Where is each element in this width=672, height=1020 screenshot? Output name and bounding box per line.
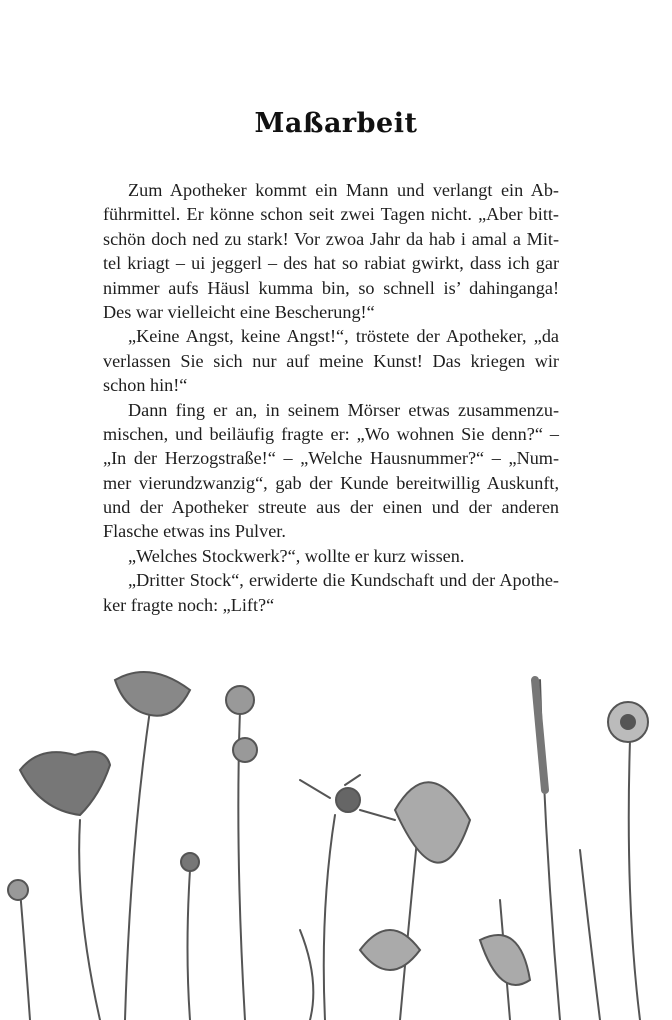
text-line: nimmer aufs Häusl kumma bin, so schnell is’ dahinganga! — [103, 277, 559, 298]
wildflower-illustration — [0, 650, 672, 1020]
page-title: Maßarbeit — [254, 108, 418, 139]
story-text — [103, 178, 559, 617]
text-line: und der Apotheker streute aus der einen und der anderen — [103, 497, 559, 518]
text-line: Dann fing er an, in seinem Mörser etwas zusammenzu- — [128, 399, 559, 420]
text-line: führmittel. Er könne schon seit zwei Tagen nicht. „Aber bitt- — [103, 204, 559, 225]
text-line: „In der Herzogstraße!“ – „Welche Hausnummer?“ – „Num- — [103, 448, 559, 469]
text-line: „Keine Angst, keine Angst!“, tröstete der Apotheker, „da — [128, 326, 559, 347]
text-line: ker fragte noch: „Lift?“ — [103, 594, 275, 615]
text-line: mer vierundzwanzig“, gab der Kunde bereitwillig Auskunft, — [103, 472, 559, 493]
text-line: „Welches Stockwerk?“, wollte er kurz wissen. — [128, 545, 465, 566]
text-line: Zum Apotheker kommt ein Mann und verlangt ein Ab- — [128, 180, 559, 200]
text-line: Des war vielleicht eine Bescherung!“ — [103, 301, 375, 322]
text-line: schon hin!“ — [103, 375, 188, 396]
text-line: tel kriagt – ui jeggerl – des hat so rabiat gwirkt, dass ich gar — [103, 253, 559, 274]
text-line: mischen, und beiläufig fragte er: „Wo wohnen Sie denn?“ – — [103, 423, 559, 444]
text-line: verlassen Sie sich nur auf meine Kunst! Das kriegen wir — [103, 350, 559, 371]
text-line: Flasche etwas ins Pulver. — [103, 521, 286, 542]
text-line: „Dritter Stock“, erwiderte die Kundschaft und der Apothe- — [128, 570, 559, 591]
text-line: schön doch ned zu stark! Vor zwoa Jahr da hab i amal a Mit- — [103, 228, 559, 249]
